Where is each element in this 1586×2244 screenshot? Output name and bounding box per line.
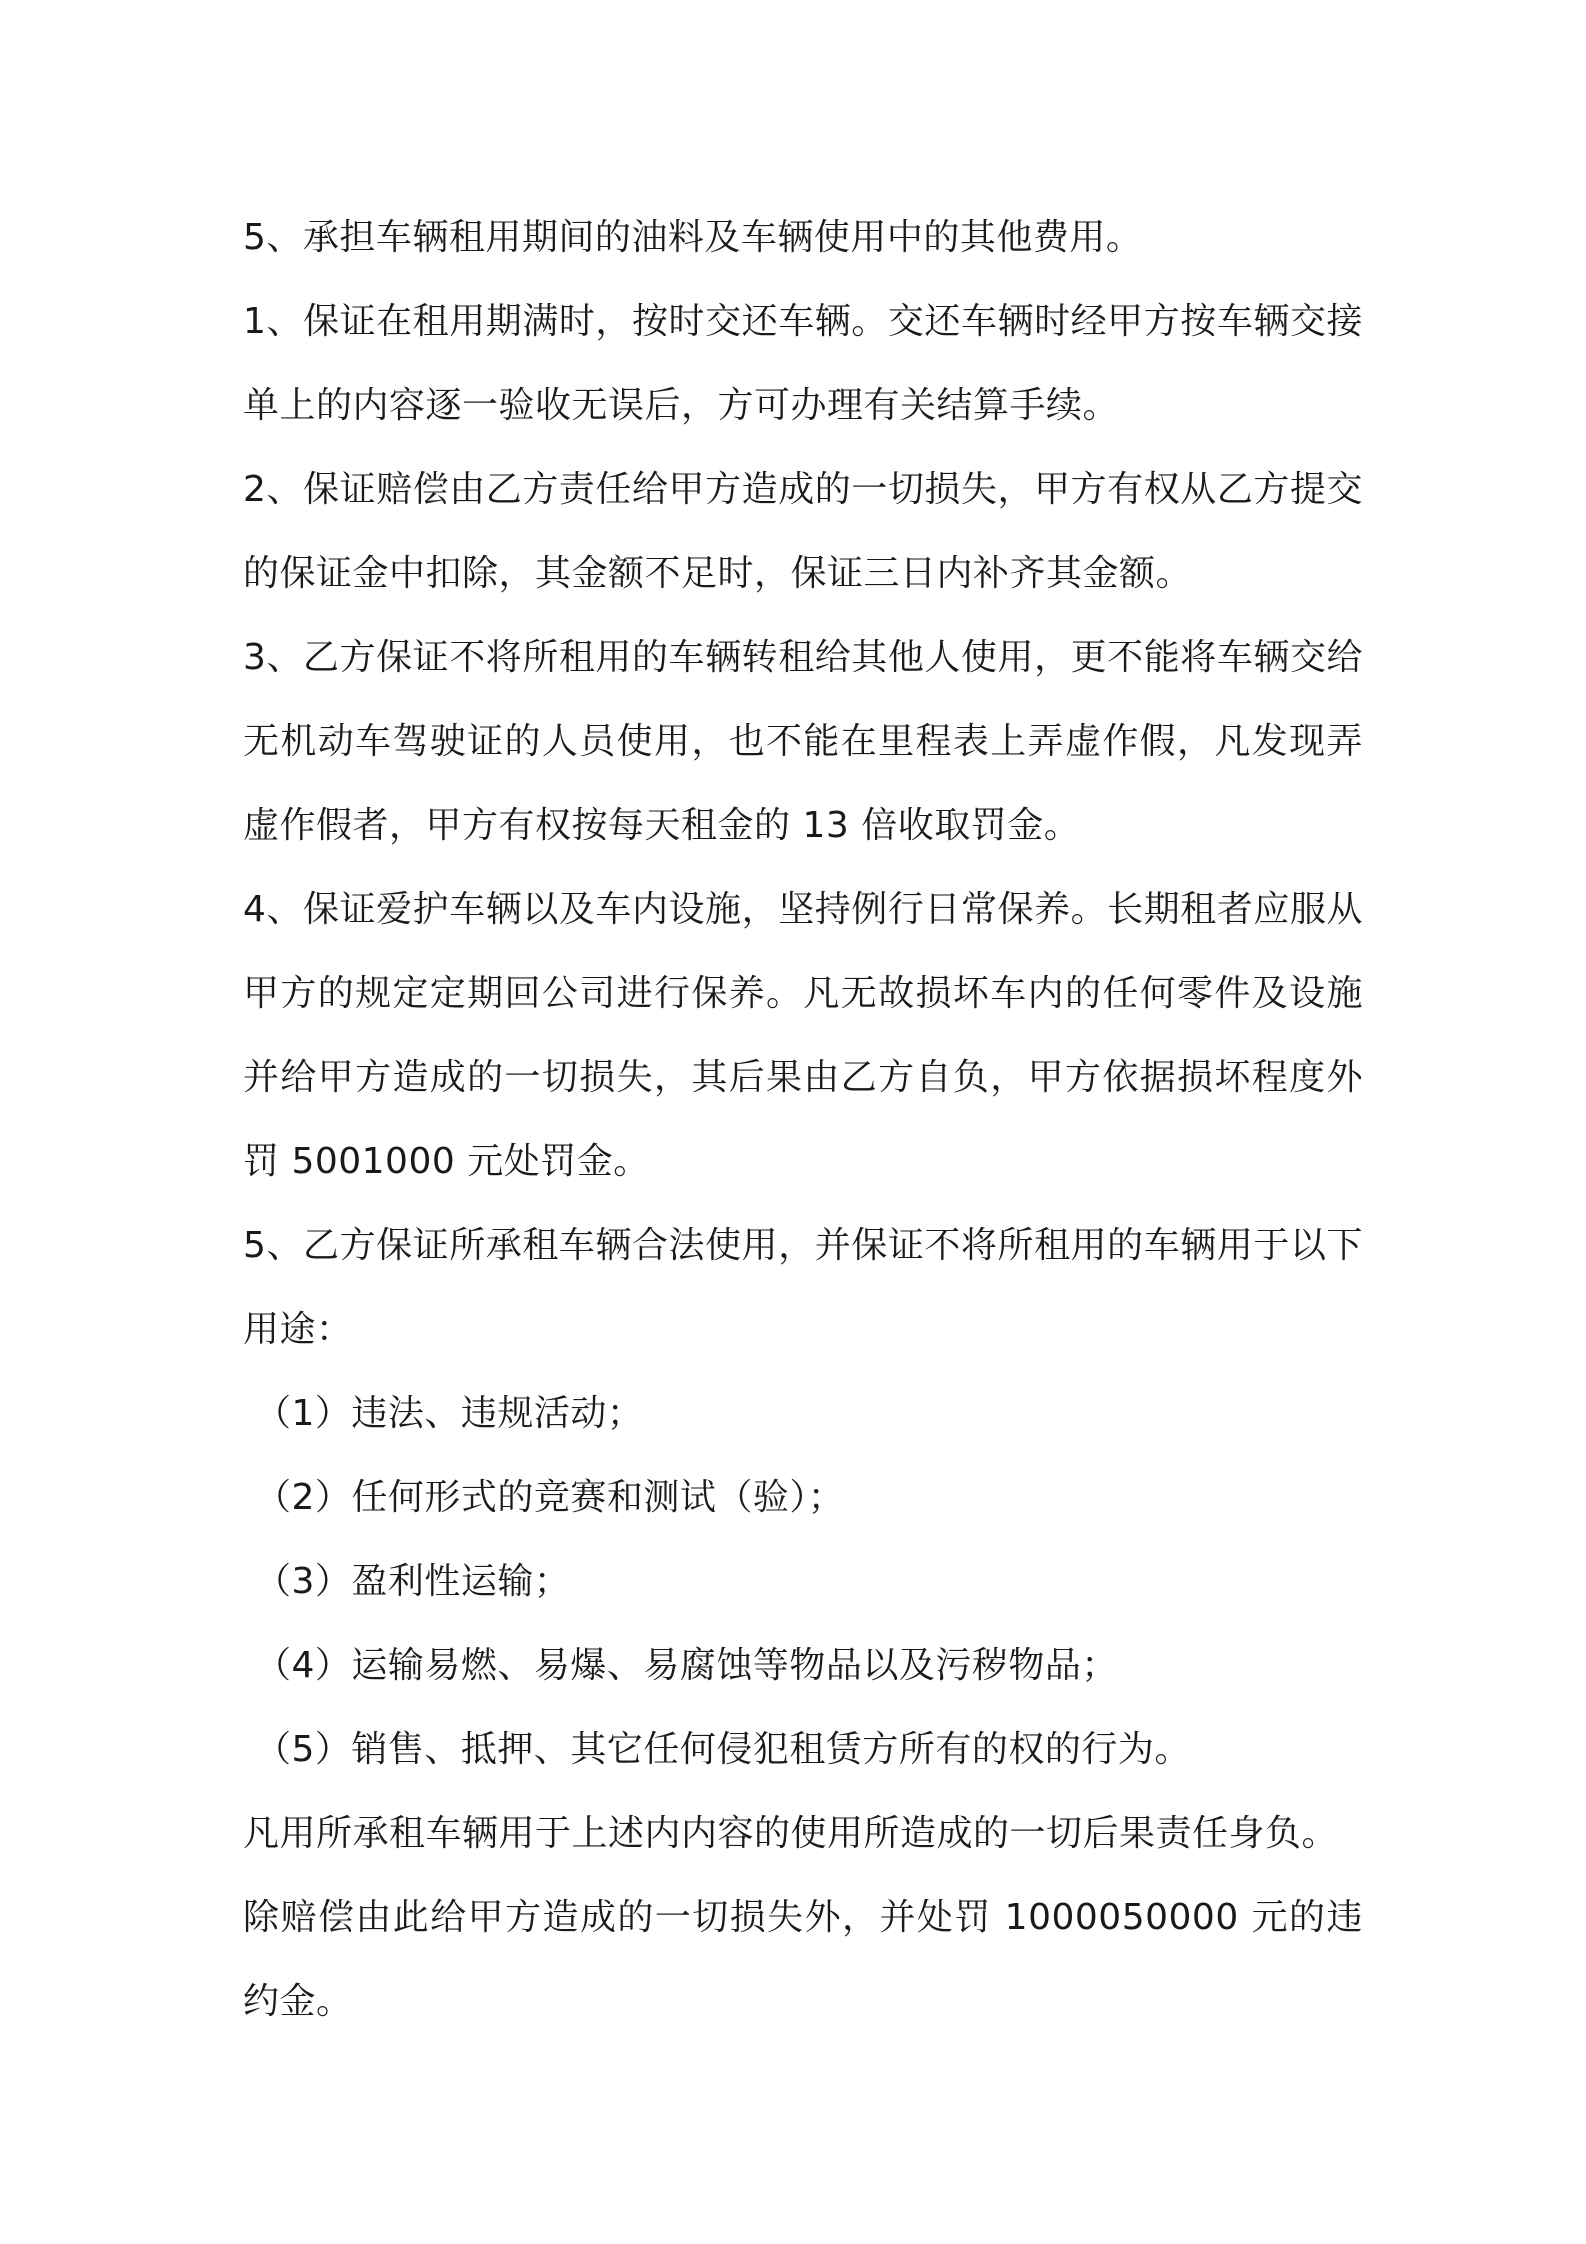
paragraph-no-sublease: 3、乙方保证不将所租用的车辆转租给其他人使用，更不能将车辆交给无机动车驾驶证的人员使用，也不能在里程表上弄虚作假，凡发现弄虚作假者，甲方有权按每天租金的 13 倍收取罚金。 <box>243 637 1363 846</box>
paragraph-compensation: 2、保证赔偿由乙方责任给甲方造成的一切损失，甲方有权从乙方提交的保证金中扣除，其金额不足时，保证三日内补齐其金额。 <box>243 469 1363 594</box>
paragraph-liability: 凡用所承租车辆用于上述内内容的使用所造成的一切后果责任身负。 <box>243 1813 1339 1854</box>
paragraph-return-vehicle: 1、保证在租用期满时，按时交还车辆。交还车辆时经甲方按车辆交接单上的内容逐一验收无误后，方可办理有关结算手续。 <box>243 301 1363 426</box>
list-item: （5）销售、抵押、其它任何侵犯租赁方所有的权的行为。 <box>255 1729 1191 1770</box>
paragraph-maintenance: 4、保证爱护车辆以及车内设施，坚持例行日常保养。长期租者应服从甲方的规定定期回公司进行保养。凡无故损坏车内的任何零件及设施并给甲方造成的一切损失，其后果由乙方自负，甲方依据损坏程度外罚 5001000 元处罚金。 <box>243 889 1363 1182</box>
paragraph-fuel-costs: 5、承担车辆租用期间的油料及车辆使用中的其他费用。 <box>243 217 1143 258</box>
list-item: （4）运输易燃、易爆、易腐蚀等物品以及污秽物品； <box>255 1645 1118 1686</box>
list-item: （3）盈利性运输； <box>255 1561 571 1602</box>
paragraph-penalty: 除赔偿由此给甲方造成的一切损失外，并处罚 1000050000 元的违约金。 <box>243 1897 1363 2022</box>
list-item: （1）违法、违规活动； <box>255 1393 644 1434</box>
paragraph-lawful-use: 5、乙方保证所承租车辆合法使用，并保证不将所租用的车辆用于以下用途： <box>243 1225 1363 1350</box>
document-body <box>243 196 1363 2044</box>
list-item: （2）任何形式的竞赛和测试（验）； <box>255 1477 845 1518</box>
